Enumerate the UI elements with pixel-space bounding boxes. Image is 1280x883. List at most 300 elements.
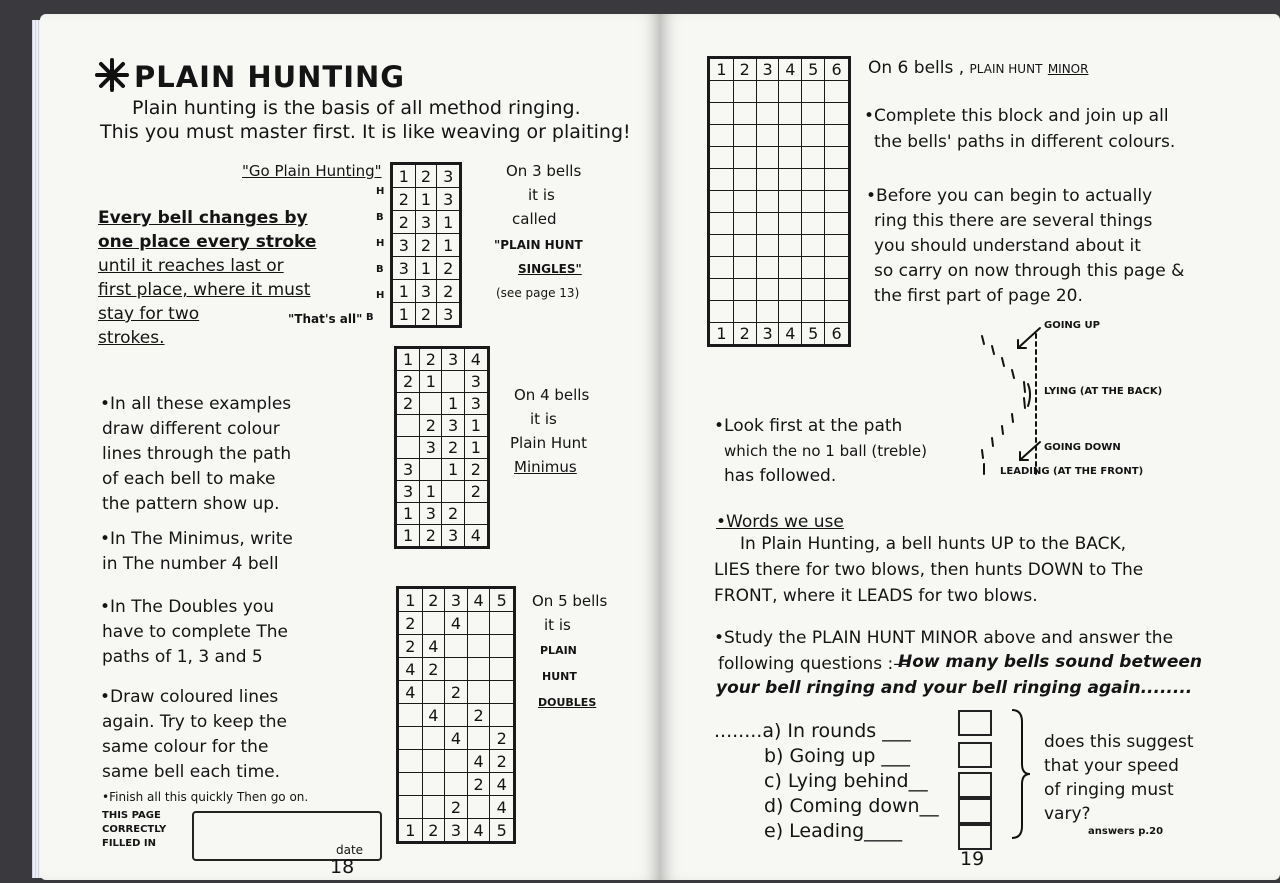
grid-cell[interactable]: 1 [464, 437, 488, 459]
grid-cell[interactable]: 3 [396, 459, 420, 481]
grid-cell[interactable]: 1 [392, 303, 416, 327]
grid-cell[interactable]: 3 [420, 503, 442, 525]
grid-cell[interactable]: 3 [464, 371, 488, 393]
grid-cell[interactable]: 1 [442, 393, 464, 415]
bullet2-line-1: •Before you can begin to actually [866, 186, 1153, 206]
grid-cell[interactable]: 3 [442, 525, 464, 548]
grid-cell[interactable] [825, 257, 850, 279]
minimus-grid [394, 346, 490, 549]
doubles-note-1: On 5 bells [532, 592, 608, 610]
grid-cell[interactable] [445, 658, 468, 681]
instr-col-2: again. Try to keep the [102, 712, 287, 732]
grid-row [709, 301, 850, 323]
grid-cell[interactable]: 2 [733, 58, 756, 81]
grid-cell[interactable] [756, 147, 779, 169]
grid-cell[interactable] [420, 459, 442, 481]
grid-cell[interactable]: 1 [437, 211, 461, 234]
grid-cell[interactable]: 1 [420, 371, 442, 393]
grid-cell[interactable] [756, 81, 779, 103]
grid-cell[interactable] [756, 103, 779, 125]
grid-cell[interactable] [467, 727, 490, 750]
suggest-line-4: vary? [1044, 804, 1091, 824]
grid-cell[interactable]: 5 [802, 323, 825, 346]
grid-cell[interactable] [398, 796, 423, 819]
grid-cell[interactable] [802, 301, 825, 323]
grid-cell[interactable] [467, 796, 490, 819]
grid-cell[interactable]: 4 [445, 612, 468, 635]
instr-col-3: same colour for the [102, 737, 269, 757]
grid-cell[interactable]: 2 [396, 393, 420, 415]
grid-cell[interactable] [802, 279, 825, 301]
grid-cell[interactable]: 2 [445, 681, 468, 704]
grid-cell[interactable] [490, 612, 515, 635]
grid-cell[interactable] [779, 213, 802, 235]
grid-cell[interactable]: 3 [437, 164, 461, 188]
grid-cell[interactable] [445, 704, 468, 727]
grid-cell[interactable] [733, 235, 756, 257]
grid-cell[interactable] [445, 635, 468, 658]
grid-cell[interactable]: 2 [392, 188, 416, 211]
grid-cell[interactable]: 2 [467, 704, 490, 727]
grid-cell[interactable] [825, 279, 850, 301]
grid-cell[interactable] [709, 191, 734, 213]
grid-cell[interactable] [398, 704, 423, 727]
grid-cell[interactable] [802, 81, 825, 103]
grid-cell[interactable] [779, 191, 802, 213]
grid-cell[interactable]: 4 [445, 727, 468, 750]
grid-cell[interactable]: 2 [437, 280, 461, 303]
grid-cell[interactable] [422, 750, 445, 773]
grid-cell[interactable]: 2 [398, 612, 423, 635]
instr-dbl-2: have to complete The [102, 622, 289, 642]
grid-cell[interactable] [396, 437, 420, 459]
singles-note-6: (see page 13) [496, 286, 580, 300]
grid-cell[interactable] [779, 235, 802, 257]
rule-line-6: strokes. [98, 328, 165, 348]
intro-line-2: This you must master first. It is like weaving or plaiting! [100, 121, 631, 143]
grid-cell[interactable]: 2 [392, 211, 416, 234]
grid-cell[interactable]: 1 [709, 58, 734, 81]
grid-cell[interactable] [490, 635, 515, 658]
grid-cell[interactable]: 6 [825, 323, 850, 346]
side-letter-b: B [376, 264, 384, 275]
grid-cell[interactable] [733, 147, 756, 169]
grid-cell[interactable] [490, 704, 515, 727]
grid-cell[interactable]: 3 [420, 437, 442, 459]
instr-all-3: lines through the path [102, 444, 292, 464]
grid-row [709, 147, 850, 169]
page-18 [40, 14, 660, 880]
grid-cell[interactable] [422, 681, 445, 704]
instr-col-1: •Draw coloured lines [100, 687, 279, 707]
grid-row [709, 323, 850, 346]
grid-row [709, 81, 850, 103]
grid-cell[interactable] [802, 213, 825, 235]
grid-row [396, 525, 489, 548]
grid-row [398, 588, 515, 612]
grid-cell[interactable] [825, 125, 850, 147]
grid-cell[interactable]: 2 [445, 796, 468, 819]
hunt-path-diagram [980, 314, 1060, 484]
grid-cell[interactable] [756, 235, 779, 257]
minimus-note-3: Plain Hunt [510, 434, 588, 452]
grid-cell[interactable]: 2 [420, 415, 442, 437]
grid-cell[interactable]: 1 [420, 481, 442, 503]
grid-cell[interactable]: 5 [490, 819, 515, 843]
rule-line-3: until it reaches last or [98, 256, 284, 276]
grid-cell[interactable] [467, 635, 490, 658]
grid-cell[interactable] [733, 169, 756, 191]
grid-cell[interactable]: 2 [415, 234, 437, 257]
grid-row [398, 704, 515, 727]
grid-cell[interactable]: 4 [779, 323, 802, 346]
grid-cell[interactable]: 3 [756, 58, 779, 81]
grid-cell[interactable]: 2 [467, 773, 490, 796]
answer-a: ........a) In rounds ___ [714, 720, 911, 742]
grid-row [396, 437, 489, 459]
grid-row [709, 125, 850, 147]
intro-line-1: Plain hunting is the basis of all method ringing. [132, 97, 581, 119]
grid-cell[interactable]: 2 [396, 371, 420, 393]
grid-cell[interactable] [709, 103, 734, 125]
grid-cell[interactable] [825, 103, 850, 125]
grid-cell[interactable] [445, 773, 468, 796]
grid-cell[interactable]: 2 [464, 481, 488, 503]
grid-row [392, 257, 461, 280]
grid-cell[interactable] [825, 191, 850, 213]
instr-all-4: of each bell to make [102, 469, 276, 489]
singles-note-1: On 3 bells [506, 162, 582, 180]
grid-cell[interactable] [779, 301, 802, 323]
grid-cell[interactable] [420, 393, 442, 415]
grid-row [392, 280, 461, 303]
grid-row [392, 188, 461, 211]
grid-cell[interactable] [422, 727, 445, 750]
answer-box-c[interactable] [958, 772, 992, 798]
grid-cell[interactable] [398, 750, 423, 773]
grid-cell[interactable] [756, 191, 779, 213]
rule-line-2: one place every stroke [98, 232, 317, 252]
grid-cell[interactable]: 2 [420, 525, 442, 548]
grid-cell[interactable] [802, 191, 825, 213]
doubles-note-2: it is [544, 616, 571, 634]
grid-cell[interactable]: 4 [398, 658, 423, 681]
grid-cell[interactable]: 3 [445, 819, 468, 843]
grid-cell[interactable] [825, 213, 850, 235]
grid-cell[interactable] [442, 371, 464, 393]
grid-cell[interactable] [709, 81, 734, 103]
grid-row [709, 213, 850, 235]
minor-heading [868, 58, 1088, 78]
path-label-down: GOING DOWN [1044, 442, 1121, 453]
grid-cell[interactable]: 1 [442, 459, 464, 481]
grid-row [398, 612, 515, 635]
finish-note: •Finish all this quickly Then go on. [102, 790, 309, 804]
grid-cell[interactable] [733, 257, 756, 279]
minimus-note-1: On 4 bells [514, 386, 590, 404]
page-number-19: 19 [960, 848, 985, 870]
grid-cell[interactable] [422, 796, 445, 819]
grid-cell[interactable] [467, 612, 490, 635]
study-line-2: following questions :— [718, 654, 911, 674]
grid-cell[interactable]: 5 [802, 58, 825, 81]
grid-cell[interactable]: 3 [437, 188, 461, 211]
grid-cell[interactable]: 3 [445, 588, 468, 612]
grid-cell[interactable]: 3 [442, 348, 464, 371]
grid-cell[interactable]: 4 [490, 796, 515, 819]
side-letter-h: H [376, 238, 385, 249]
bullet2-line-4: so carry on now through this page & [874, 261, 1185, 281]
grid-row [709, 279, 850, 301]
doubles-note-4: HUNT [542, 670, 577, 683]
grid-cell[interactable]: 2 [490, 727, 515, 750]
grid-cell[interactable] [756, 257, 779, 279]
grid-cell[interactable]: 4 [490, 773, 515, 796]
grid-cell[interactable] [709, 125, 734, 147]
grid-cell[interactable]: 3 [437, 303, 461, 327]
grid-cell[interactable] [490, 681, 515, 704]
grid-row [396, 393, 489, 415]
grid-cell[interactable] [802, 147, 825, 169]
grid-cell[interactable] [756, 169, 779, 191]
answer-box-b[interactable] [958, 742, 992, 768]
filled-line-2: CORRECTLY [102, 824, 167, 835]
grid-cell[interactable] [802, 103, 825, 125]
suggest-line-3: of ringing must [1044, 780, 1174, 800]
bullet1-line-1: •Complete this block and join up all [864, 106, 1169, 126]
go-plain-hunting: "Go Plain Hunting" [242, 162, 382, 180]
grid-cell[interactable] [802, 169, 825, 191]
grid-cell[interactable]: 1 [392, 280, 416, 303]
singles-grid [390, 162, 462, 328]
grid-cell[interactable] [802, 257, 825, 279]
page-title: PLAIN HUNTING [134, 60, 406, 94]
grid-cell[interactable]: 1 [396, 525, 420, 548]
grid-cell[interactable] [825, 81, 850, 103]
answer-d: d) Coming down__ [764, 795, 939, 817]
grid-row [392, 234, 461, 257]
grid-cell[interactable] [467, 681, 490, 704]
suggest-line-2: that your speed [1044, 756, 1179, 776]
grid-cell[interactable]: 2 [442, 503, 464, 525]
grid-cell[interactable] [825, 301, 850, 323]
grid-cell[interactable] [442, 481, 464, 503]
grid-cell[interactable] [779, 147, 802, 169]
grid-cell[interactable] [779, 279, 802, 301]
look-line-3: has followed. [724, 466, 837, 486]
grid-cell[interactable]: 4 [464, 525, 488, 548]
grid-cell[interactable] [398, 773, 423, 796]
grid-cell[interactable]: 1 [709, 323, 734, 346]
grid-cell[interactable]: 3 [464, 393, 488, 415]
grid-cell[interactable]: 3 [392, 257, 416, 280]
page-19 [660, 14, 1280, 880]
grid-cell[interactable]: 1 [415, 257, 437, 280]
singles-note-5: SINGLES" [518, 262, 582, 276]
filled-line-1: THIS PAGE [102, 810, 161, 821]
singles-note-3: called [512, 210, 557, 228]
grid-cell[interactable] [396, 415, 420, 437]
grid-cell[interactable] [756, 279, 779, 301]
grid-cell[interactable]: 4 [464, 348, 488, 371]
grid-cell[interactable] [398, 727, 423, 750]
grid-row [392, 303, 461, 327]
grid-cell[interactable]: 3 [396, 481, 420, 503]
grid-cell[interactable] [709, 169, 734, 191]
minimus-note-2: it is [530, 410, 557, 428]
grid-cell[interactable]: 2 [733, 323, 756, 346]
grid-cell[interactable] [709, 213, 734, 235]
minor-heading-minor: MINOR [1047, 62, 1089, 76]
grid-cell[interactable] [779, 81, 802, 103]
grid-cell[interactable] [733, 191, 756, 213]
asterisk-icon [95, 58, 129, 92]
grid-row [398, 773, 515, 796]
grid-cell[interactable]: 3 [756, 323, 779, 346]
grid-cell[interactable]: 4 [779, 58, 802, 81]
side-letter-b: B [376, 212, 384, 223]
grid-cell[interactable]: 5 [490, 588, 515, 612]
grid-row [396, 503, 489, 525]
words-line-3: FRONT, where it LEADS for two blows. [714, 586, 1038, 606]
study-line-1: •Study the PLAIN HUNT MINOR above and answer the [714, 628, 1174, 648]
bullet2-line-3: you should understand about it [874, 236, 1141, 256]
grid-cell[interactable] [733, 103, 756, 125]
grid-cell[interactable] [756, 213, 779, 235]
grid-cell[interactable]: 4 [467, 819, 490, 843]
grid-row [392, 211, 461, 234]
grid-cell[interactable]: 2 [415, 303, 437, 327]
grid-cell[interactable]: 2 [420, 348, 442, 371]
grid-cell[interactable]: 2 [422, 819, 445, 843]
grid-cell[interactable]: 4 [467, 588, 490, 612]
grid-row [398, 819, 515, 843]
grid-cell[interactable] [464, 503, 488, 525]
grid-cell[interactable]: 1 [396, 348, 420, 371]
answer-box-e[interactable] [958, 824, 992, 850]
suggest-line-1: does this suggest [1044, 732, 1194, 752]
grid-cell[interactable]: 2 [464, 459, 488, 481]
grid-cell[interactable] [709, 301, 734, 323]
grid-row [709, 257, 850, 279]
grid-cell[interactable] [733, 125, 756, 147]
instr-dbl-3: paths of 1, 3 and 5 [102, 647, 263, 667]
grid-cell[interactable]: 3 [442, 415, 464, 437]
grid-cell[interactable] [756, 301, 779, 323]
grid-cell[interactable]: 1 [437, 234, 461, 257]
grid-row [709, 169, 850, 191]
grid-cell[interactable] [802, 125, 825, 147]
grid-cell[interactable]: 4 [422, 635, 445, 658]
doubles-note-5: DOUBLES [538, 696, 597, 709]
grid-cell[interactable]: 2 [442, 437, 464, 459]
answers-reference: answers p.20 [1088, 826, 1164, 837]
grid-cell[interactable] [422, 773, 445, 796]
grid-cell[interactable] [733, 301, 756, 323]
grid-cell[interactable]: 3 [392, 234, 416, 257]
side-letter-b: B [366, 312, 374, 323]
grid-row [396, 481, 489, 503]
grid-cell[interactable] [779, 103, 802, 125]
bullet1-line-2: the bells' paths in different colours. [874, 132, 1176, 152]
grid-cell[interactable] [779, 125, 802, 147]
grid-cell[interactable] [825, 147, 850, 169]
minor-heading-pre: On 6 bells , [868, 58, 965, 78]
bullet2-line-2: ring this there are several things [874, 211, 1153, 231]
grid-cell[interactable] [779, 169, 802, 191]
grid-cell[interactable]: 2 [398, 635, 423, 658]
grid-cell[interactable] [709, 279, 734, 301]
grid-cell[interactable]: 2 [437, 257, 461, 280]
grid-cell[interactable]: 2 [415, 164, 437, 188]
grid-cell[interactable] [733, 279, 756, 301]
grid-row [398, 750, 515, 773]
grid-cell[interactable]: 4 [467, 750, 490, 773]
grid-cell[interactable] [422, 612, 445, 635]
grid-row [398, 635, 515, 658]
grid-cell[interactable] [467, 658, 490, 681]
date-label: date [336, 843, 364, 857]
grid-row [392, 164, 461, 188]
grid-cell[interactable] [709, 257, 734, 279]
path-label-leading: LEADING (AT THE FRONT) [1000, 466, 1144, 477]
grid-row [396, 348, 489, 371]
instr-col-4: same bell each time. [102, 762, 281, 782]
grid-row [398, 681, 515, 704]
grid-cell[interactable] [825, 235, 850, 257]
answer-box-d[interactable] [958, 798, 992, 824]
grid-cell[interactable] [802, 235, 825, 257]
grid-cell[interactable] [779, 257, 802, 279]
grid-cell[interactable]: 2 [422, 658, 445, 681]
page-number-18: 18 [330, 856, 355, 878]
grid-cell[interactable] [733, 81, 756, 103]
grid-cell[interactable]: 1 [398, 819, 423, 843]
grid-cell[interactable]: 1 [415, 188, 437, 211]
grid-cell[interactable]: 1 [464, 415, 488, 437]
grid-cell[interactable] [709, 235, 734, 257]
grid-cell[interactable]: 4 [398, 681, 423, 704]
minor-heading-hunt: PLAIN HUNT [969, 62, 1043, 76]
grid-cell[interactable]: 1 [396, 503, 420, 525]
words-line-2: LIES there for two blows, then hunts DOWN to The [714, 560, 1144, 580]
instr-all-2: draw different colour [102, 419, 280, 439]
minor-grid [707, 56, 851, 347]
instr-min-2: in The number 4 bell [102, 554, 279, 574]
grid-cell[interactable]: 6 [825, 58, 850, 81]
grid-cell[interactable] [445, 750, 468, 773]
rule-line-1: Every bell changes by [98, 208, 308, 228]
grid-cell[interactable] [490, 658, 515, 681]
grid-row [709, 103, 850, 125]
grid-cell[interactable] [825, 169, 850, 191]
answers-brace [1008, 708, 1032, 840]
grid-cell[interactable] [756, 125, 779, 147]
grid-cell[interactable]: 1 [392, 164, 416, 188]
grid-cell[interactable]: 4 [422, 704, 445, 727]
answer-box-a[interactable] [958, 710, 992, 736]
grid-cell[interactable]: 2 [422, 588, 445, 612]
grid-cell[interactable] [733, 213, 756, 235]
singles-note-2: it is [528, 186, 555, 204]
grid-cell[interactable]: 2 [490, 750, 515, 773]
grid-cell[interactable]: 3 [415, 280, 437, 303]
grid-cell[interactable] [709, 147, 734, 169]
grid-cell[interactable]: 1 [398, 588, 423, 612]
grid-cell[interactable]: 3 [415, 211, 437, 234]
grid-row [709, 191, 850, 213]
grid-row [398, 658, 515, 681]
